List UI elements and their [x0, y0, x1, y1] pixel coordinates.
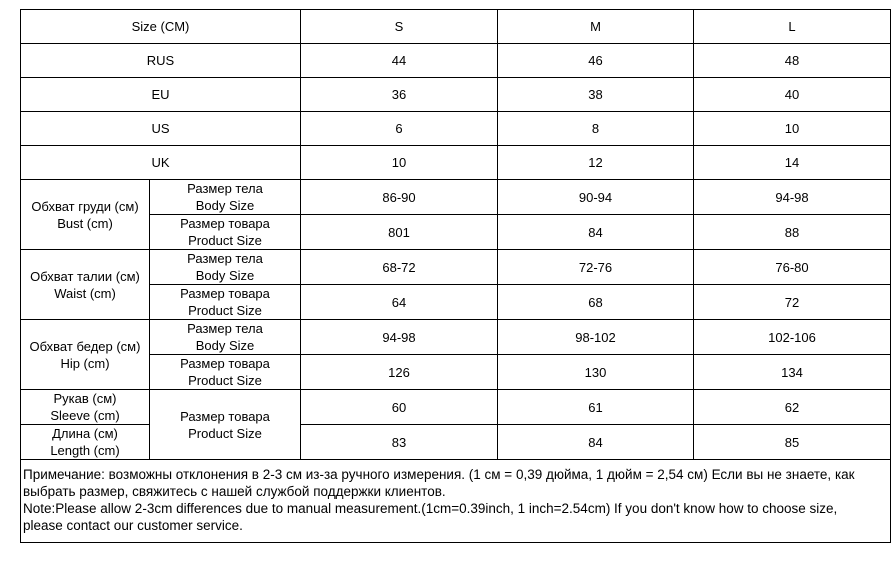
product-size-label: [150, 355, 301, 390]
product-size-label-en: Product Size: [188, 233, 262, 248]
table-cell: 48: [694, 44, 891, 78]
table-cell: 38: [498, 78, 694, 112]
product-size-label-en: Product Size: [188, 425, 262, 441]
size-header-l: L: [694, 10, 891, 44]
table-cell: 85: [694, 425, 891, 460]
table-cell: 6: [301, 112, 498, 146]
table-row: [21, 250, 891, 285]
body-size-label: [150, 180, 301, 215]
body-size-label-en: Body Size: [195, 198, 255, 213]
measurement-label-bust: [21, 180, 150, 250]
table-cell: 86-90: [301, 180, 498, 215]
measurement-label-hip: [21, 320, 150, 390]
table-cell: 44: [301, 44, 498, 78]
body-size-label-ru: Размер тела: [187, 181, 263, 196]
table-cell: 83: [301, 425, 498, 460]
table-cell: 90-94: [498, 180, 694, 215]
table-row: [21, 355, 891, 390]
size-header-m: M: [498, 10, 694, 44]
product-size-label: [150, 390, 301, 460]
header-row: [21, 10, 891, 44]
table-row: [21, 112, 891, 146]
measurement-label-waist: [21, 250, 150, 320]
table-cell: 94-98: [301, 320, 498, 355]
measurement-label-ru: Обхват бедер (см): [29, 338, 141, 354]
table-row: [21, 285, 891, 320]
region-label: UK: [21, 146, 301, 180]
size-header-label: Size (CM): [21, 10, 301, 44]
product-size-label-ru: Размер товара: [180, 408, 270, 424]
table-cell: 64: [301, 285, 498, 320]
measurement-label-en: Waist (cm): [54, 285, 116, 301]
size-chart-table: [20, 9, 891, 543]
table-cell: 60: [301, 390, 498, 425]
measurement-label-ru: Обхват груди (см): [31, 198, 139, 214]
table-cell: 68: [498, 285, 694, 320]
body-size-label-ru: Размер тела: [187, 321, 263, 336]
table-cell: 12: [498, 146, 694, 180]
region-label: RUS: [21, 44, 301, 78]
table-cell: 84: [498, 215, 694, 250]
product-size-label: [150, 285, 301, 320]
note-line-en-2: please contact our customer service.: [23, 518, 243, 533]
table-row: [21, 146, 891, 180]
body-size-label-en: Body Size: [195, 268, 255, 283]
note-row: [21, 460, 891, 543]
product-size-label-en: Product Size: [188, 373, 262, 388]
table-row: [21, 215, 891, 250]
note-line-ru-1: Примечание: возможны отклонения в 2-3 см из-за ручного измерения. (1 см = 0,39 дюйма, 1 дюйм = 2,54 см) Если вы не знаете, как: [23, 467, 855, 482]
table-cell: 84: [498, 425, 694, 460]
table-cell: 134: [694, 355, 891, 390]
note-line-en-1: Note:Please allow 2-3cm differences due to manual measurement.(1cm=0.39inch, 1 inch=2.54cm) If you don't know how to choose size,: [23, 501, 838, 516]
table-cell: 801: [301, 215, 498, 250]
table-row: [21, 320, 891, 355]
table-cell: 14: [694, 146, 891, 180]
table-row: [21, 390, 891, 425]
table-cell: 98-102: [498, 320, 694, 355]
table-cell: 62: [694, 390, 891, 425]
region-label: EU: [21, 78, 301, 112]
measurement-label-length: [21, 425, 150, 460]
table-cell: 126: [301, 355, 498, 390]
table-cell: 94-98: [694, 180, 891, 215]
table-cell: 68-72: [301, 250, 498, 285]
product-size-label-ru: Размер товара: [180, 356, 270, 371]
measurement-label-en: Hip (cm): [60, 355, 110, 371]
table-row: [21, 78, 891, 112]
table-row: [21, 180, 891, 215]
body-size-label-en: Body Size: [195, 338, 255, 353]
body-size-label: [150, 250, 301, 285]
table-cell: 8: [498, 112, 694, 146]
table-cell: 46: [498, 44, 694, 78]
measurement-label-en: Bust (cm): [57, 215, 113, 231]
size-header-s: S: [301, 10, 498, 44]
product-size-label: [150, 215, 301, 250]
table-cell: 36: [301, 78, 498, 112]
product-size-label-ru: Размер товара: [180, 286, 270, 301]
measurement-label-en: Length (cm): [50, 443, 120, 458]
table-cell: 102-106: [694, 320, 891, 355]
region-label: US: [21, 112, 301, 146]
table-cell: 61: [498, 390, 694, 425]
body-size-label-ru: Размер тела: [187, 251, 263, 266]
measurement-label-ru: Обхват талии (см): [30, 268, 140, 284]
table-cell: 76-80: [694, 250, 891, 285]
table-cell: 88: [694, 215, 891, 250]
product-size-label-ru: Размер товара: [180, 216, 270, 231]
table-cell: 72-76: [498, 250, 694, 285]
product-size-label-en: Product Size: [188, 303, 262, 318]
table-cell: 40: [694, 78, 891, 112]
note-line-ru-2: выбрать размер, свяжитесь с нашей службой поддержки клиентов.: [23, 484, 446, 499]
table-cell: 10: [694, 112, 891, 146]
note-cell: [21, 460, 891, 543]
measurement-label-ru: Рукав (см): [53, 391, 117, 406]
table-cell: 10: [301, 146, 498, 180]
table-cell: 72: [694, 285, 891, 320]
table-row: [21, 44, 891, 78]
body-size-label: [150, 320, 301, 355]
measurement-label-en: Sleeve (cm): [50, 408, 120, 423]
table-cell: 130: [498, 355, 694, 390]
measurement-label-sleeve: [21, 390, 150, 425]
measurement-label-ru: Длина (см): [52, 426, 118, 441]
